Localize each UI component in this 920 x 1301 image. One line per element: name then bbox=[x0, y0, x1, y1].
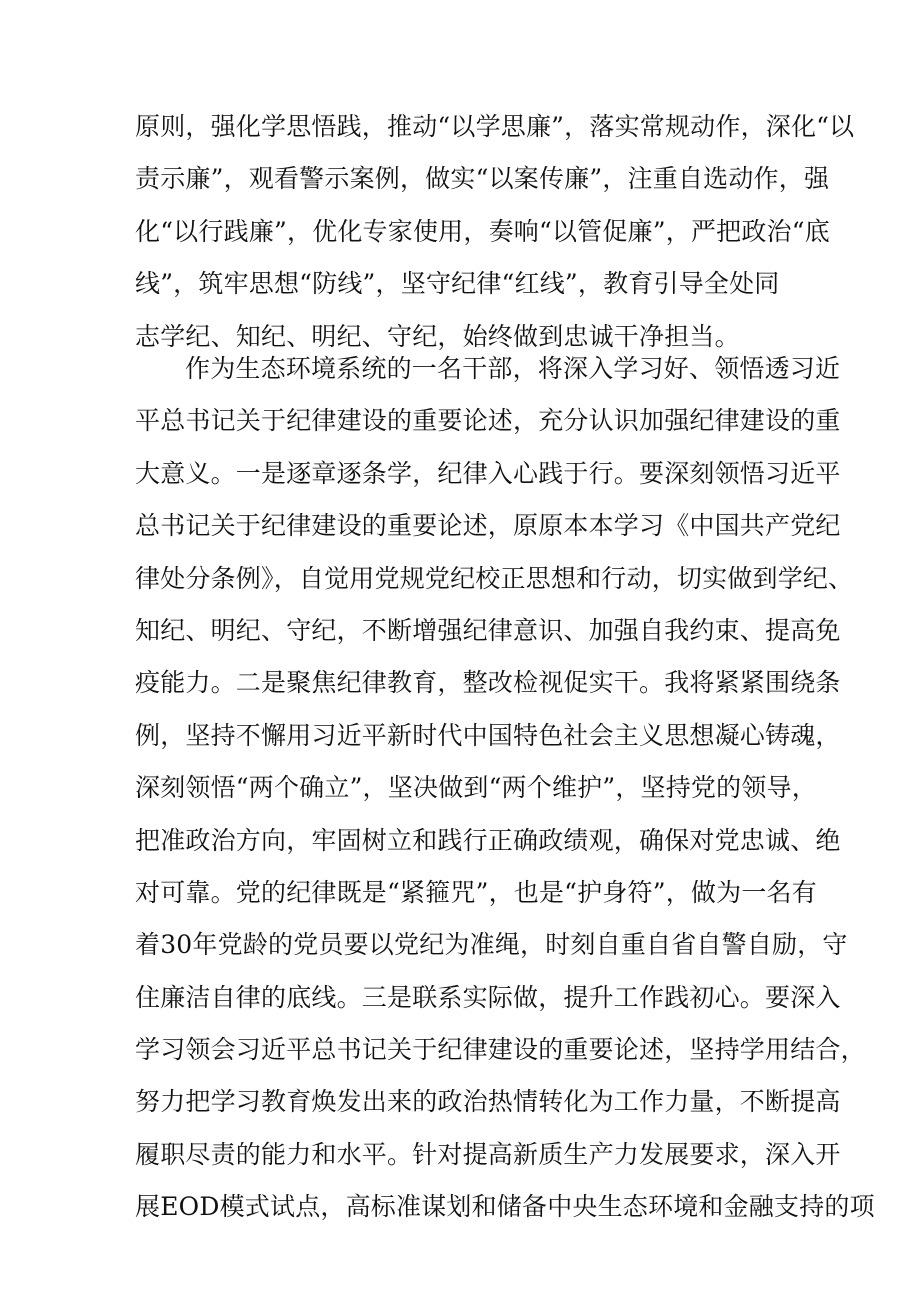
paragraph-line: 知纪、明纪、守纪，不断增强纪律意识、加强自我约束、提高免 bbox=[135, 615, 841, 645]
paragraph-line: 住廉洁自律的底线。三是联系实际做，提升工作践初心。要深入 bbox=[135, 982, 841, 1012]
paragraph-line: 化“以行践廉”，优化专家使用，奏响“以管促廉”，严把政治“底 bbox=[135, 216, 830, 246]
paragraph-line: 作为生态环境系统的一名干部，将深入学习好、领悟透习近 bbox=[185, 354, 841, 383]
paragraph-line: 展EOD模式试点，高标准谋划和储备中央生态环境和金融支持的项 bbox=[135, 1192, 875, 1222]
paragraph-line: 平总书记关于纪律建设的重要论述，充分认识加强纪律建设的重 bbox=[135, 406, 841, 436]
paragraph-line: 总书记关于纪律建设的重要论述，原原本本学习《中国共产党纪 bbox=[135, 511, 841, 541]
paragraph-line: 律处分条例》，自觉用党规党纪校正思想和行动，切实做到学纪、 bbox=[135, 563, 854, 593]
paragraph-line: 履职尽责的能力和水平。针对提高新质生产力发展要求，深入开 bbox=[135, 1139, 841, 1169]
paragraph-1 bbox=[135, 101, 855, 363]
paragraph-line: 把准政治方向，牢固树立和践行正确政绩观，确保对党忠诚、绝 bbox=[135, 825, 841, 855]
paragraph-line: 线”，筑牢思想“防线”，坚守纪律“红线”，教育引导全处同 bbox=[135, 269, 780, 299]
paragraph-line: 例，坚持不懈用习近平新时代中国特色社会主义思想凝心铸魂， bbox=[135, 720, 841, 750]
paragraph-line: 大意义。一是逐章逐条学，纪律入心践于行。要深刻领悟习近平 bbox=[135, 458, 841, 488]
paragraph-line: 对可靠。党的纪律既是“紧箍咒”，也是“护身符”，做为一名有 bbox=[135, 877, 817, 907]
paragraph-line: 着30年党龄的党员要以党纪为准绳，时刻自重自省自警自励，守 bbox=[135, 930, 848, 960]
paragraph-line: 原则，强化学思悟践，推动“以学思廉”，落实常规动作，深化“以 bbox=[135, 112, 855, 141]
paragraph-line: 疫能力。二是聚焦纪律教育，整改检视促实干。我将紧紧围绕条 bbox=[135, 668, 841, 698]
paragraph-line: 努力把学习教育焕发出来的政治热情转化为工作力量，不断提高 bbox=[135, 1087, 841, 1117]
paragraph-line: 志学纪、知纪、明纪、守纪，始终做到忠诚干净担当。 bbox=[135, 321, 740, 351]
paragraph-line: 深刻领悟“两个确立”，坚决做到“两个维护”，坚持党的领导， bbox=[135, 773, 817, 803]
paragraph-line: 责示廉”，观看警示案例，做实“以案传廉”，注重自选动作，强 bbox=[135, 164, 830, 194]
paragraph-line: 学习领会习近平总书记关于纪律建设的重要论述，坚持学用结合， bbox=[135, 1035, 866, 1065]
paragraph-2 bbox=[135, 343, 875, 1234]
